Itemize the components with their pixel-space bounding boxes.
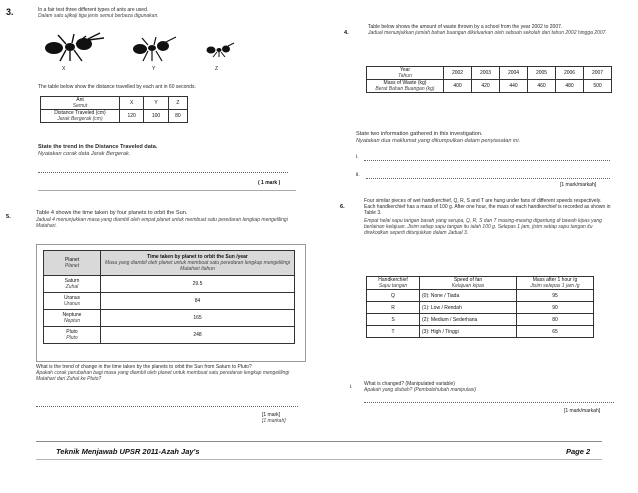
table-cell: 500 [584, 80, 612, 93]
question-4-answer-label-1: i. [356, 154, 359, 160]
planet-orbit-table [43, 250, 295, 344]
table-cell: 84 [101, 293, 295, 310]
table-cell: Uranus Uranus [44, 293, 101, 310]
table-row [44, 293, 295, 310]
footer-title: Teknik Menjawab UPSR 2011-Azah Jay's [56, 447, 200, 456]
table-cell: Saturn Zuhal [44, 276, 101, 293]
table-cell: 165 [101, 310, 295, 327]
table-cell: 480 [556, 80, 584, 93]
question-3-intro: In a fair test three different types of ants are used. Dalam satu ujikaji tiga jenis semut berbeza digunakan. [38, 7, 159, 19]
question-5-prompt: What is the trend of change in the time taken by the planets to orbit the Sun from Saturn to Pluto? Apakah corak perubahan bagi masa yang diambil oleh planet untuk membuat satu peredaran lengkap mengelilingi Matahari dari Zuhal ke Pluto? [36, 364, 290, 382]
footer-rule-bottom [36, 459, 602, 460]
question-3-prompt: State the trend in the Distance Traveled data. Nyatakan corak data Jarak Bergerak. [38, 144, 158, 157]
table-header-cell: 2007 [584, 67, 612, 80]
table-cell: 420 [472, 80, 500, 93]
question-6-mark: [1 mark/markah] [564, 408, 601, 414]
table-header-cell: Ant Semut [41, 97, 120, 110]
table-cell: Pluto Pluto [44, 327, 101, 344]
question-4-answer-line-2 [366, 178, 610, 179]
table-row [44, 251, 295, 276]
question-5-number: 5. [6, 214, 11, 220]
table-cell: T [367, 326, 420, 338]
question-6-sub-label: i. [350, 384, 353, 390]
table-cell: (3): High / Tinggi [420, 326, 517, 338]
table-cell: S [367, 314, 420, 326]
table-cell: 90 [517, 302, 594, 314]
table-row [41, 110, 188, 123]
table-header-cell: Mass after 1 hour /g Jisim selepas 1 jam /g [517, 277, 594, 290]
table-header-cell: Handkerchief Sapu tangan [367, 277, 420, 290]
ant-distance-table [40, 96, 188, 123]
planet-table-frame [36, 244, 306, 362]
question-4-mark: [1 mark/markah] [560, 182, 597, 188]
question-5-intro: Table 4 shows the time taken by four planets to orbit the Sun. Jadual 4 menunjukkan masa yang diambil oleh empat planet untuk membuat satu peredaran lengkap mengelilingi Matahari. [36, 210, 288, 229]
table-header-cell: 2004 [500, 67, 528, 80]
table-cell: 400 [444, 80, 472, 93]
table-header-cell: 2006 [556, 67, 584, 80]
table-cell: (2): Medium / Sederhana [420, 314, 517, 326]
ant-x-icon [40, 32, 112, 62]
table-cell: 460 [528, 80, 556, 93]
divider [38, 190, 296, 191]
question-4-intro: Table below shows the amount of waste thrown by a school from the year 2002 to 2007. Jadual menunjukkan jumlah bahan buangan dikeluarkan oleh sebuah sekolah dari tahun 2002 hingga 2007. [368, 24, 607, 36]
table-cell: (0): None / Tiada [420, 290, 517, 302]
table-cell: Q [367, 290, 420, 302]
table-row [367, 326, 594, 338]
question-5-answer-line [36, 406, 298, 407]
handkerchief-table [366, 276, 594, 338]
table-cell: 120 [120, 110, 144, 123]
table-row [367, 67, 612, 80]
table-row [367, 314, 594, 326]
ant-label-y: Y [152, 66, 156, 72]
table-cell: 248 [101, 327, 295, 344]
footer-page-number: Page 2 [566, 447, 591, 456]
table-cell: 95 [517, 290, 594, 302]
table-header-cell: X [120, 97, 144, 110]
question-5-mark: [1 mark] [262, 412, 281, 418]
ant-label-z: Z [215, 66, 219, 72]
table-header-cell: 2003 [472, 67, 500, 80]
table-row-label: Distance Traveled (cm) Jarak Bergerak (cm) [41, 110, 120, 123]
table-header-cell: 2002 [444, 67, 472, 80]
table-header-cell: Time taken by planet to orbit the Sun /year Masa yang diambil oleh planet untuk membuat satu peredaran lengkap mengelilingi Matahari /tahun [101, 251, 295, 276]
table-row [44, 327, 295, 344]
question-3-table-caption: The table below show the distance travelled by each ant in 60 seconds. [38, 84, 196, 90]
table-row [41, 97, 188, 110]
question-4-answer-label-2: ii. [356, 172, 360, 178]
question-5-mark-ms: [1 markah] [262, 418, 286, 424]
table-cell: 65 [517, 326, 594, 338]
table-row-label: Mass of Waste (kg) Berat Bahan Buangan (kg) [367, 80, 444, 93]
table-cell: 440 [500, 80, 528, 93]
table-cell: R [367, 302, 420, 314]
table-cell: 100 [144, 110, 168, 123]
question-6-prompt: What is changed? (Manipulated variable) Apakah yang diubah? (Pembolehubah manipulasi) [364, 381, 477, 393]
table-cell: 80 [517, 314, 594, 326]
waste-table [366, 66, 612, 93]
table-row-label: Year Tahun [367, 67, 444, 80]
table-row [367, 80, 612, 93]
table-header-cell: Planet Planet [44, 251, 101, 276]
ant-label-x: X [62, 66, 66, 72]
table-header-cell: 2005 [528, 67, 556, 80]
ants-illustration [40, 28, 260, 76]
table-cell: Neptune Neptun [44, 310, 101, 327]
table-row [367, 290, 594, 302]
table-cell: (1): Low / Rendah [420, 302, 517, 314]
table-row [367, 277, 594, 290]
table-row [44, 310, 295, 327]
table-row [367, 302, 594, 314]
table-header-cell: Z [168, 97, 187, 110]
table-row [44, 276, 295, 293]
table-header-cell: Y [144, 97, 168, 110]
question-6-answer-line [364, 402, 614, 403]
ant-z-icon [205, 42, 235, 58]
question-4-prompt: State two information gathered in this investigation. Nyatakan dua maklumat yang dikumpulkan dalam penyiasatan ini. [356, 131, 521, 144]
question-4-number: 4. [344, 30, 349, 36]
table-cell: 80 [168, 110, 187, 123]
question-3-number: 3. [6, 7, 14, 17]
question-3-answer-line [38, 172, 288, 173]
question-6-number: 6. [340, 204, 345, 210]
question-3-mark: ( 1 mark ) [258, 180, 281, 186]
table-cell: 29.5 [101, 276, 295, 293]
question-6-intro: Four similar pieces of wet handkerchief, Q, R, S and T are hung under fans of different speeds respectively. Each handkerchief has a mass of 100 g. After one hour, the mass of each handkerchief is recorded as shown in Table 3. Empat helai sapu tangan basah yang serupa, Q, R, S dan T masing-masing digantung di bawah kipas yang berlainan kelajuan. Jisim setiap sapu tangan itu ialah 100 g. Selepas 1 jam, jisim setiap sapu tangan itu direkodkan seperti ditunjukkan dalam Jadual 3. [364, 198, 611, 236]
table-header-cell: Speed of fan Kelajuan kipas [420, 277, 517, 290]
ant-y-icon [130, 36, 178, 62]
footer-rule-top [36, 441, 602, 442]
question-4-answer-line-1 [364, 160, 610, 161]
